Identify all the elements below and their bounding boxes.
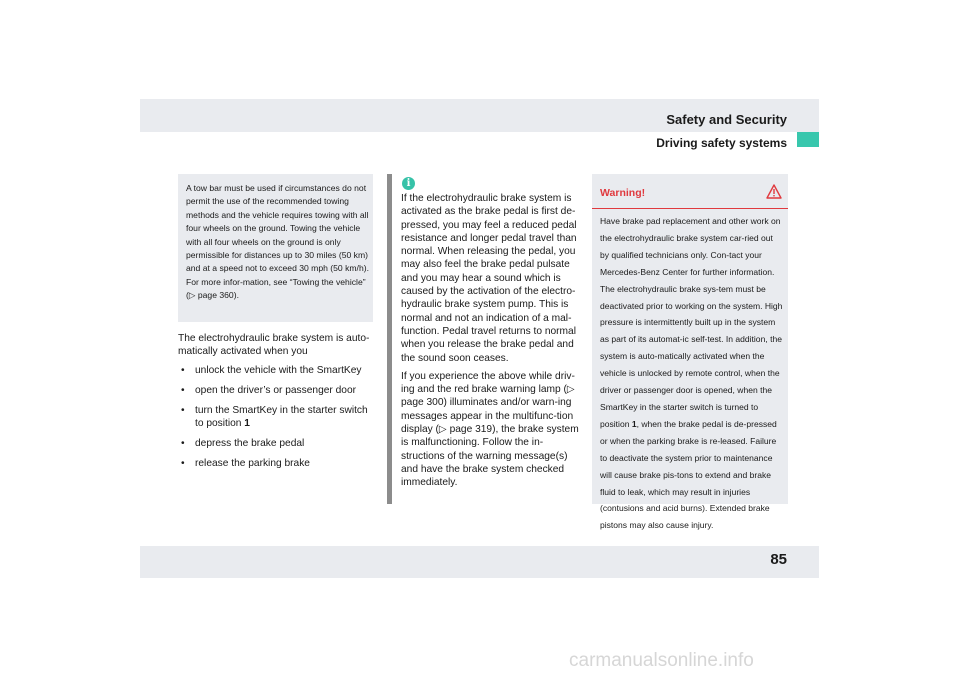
towing-note-page-ref: (▷ page 360).	[186, 290, 239, 301]
warning-text: Have brake pad replacement and other work on the electrohydraulic brake system car-ried out by qualified technicians only. Con-tact your Mercedes-Benz Center for further information. The electrohydraulic brake sys-tem must be deactivated prior to working on the system. High pressure is intermittently built up in the system as part of its automat-ic self-test. In addition, the system is auto-matically activated when the vehicle is unlocked by remote control, when the driver or passenger door is opened, when the SmartKey in the starter switch is turned to position 1, when the brake pedal is de-pressed or when the parking brake is re-leased. Failure to deactivate the system prior to maintenance will cause brake pis-tons to extend and brake fluid to leak, which may result in injuries (contusions and acid burns). Extended brake pistons may also cause injury.	[600, 216, 783, 531]
list-item: • unlock the vehicle with the SmartKey	[181, 364, 362, 376]
bullet-icon: •	[181, 384, 185, 396]
towing-note-text: A tow bar must be used if circumstances do not permit the use of the recommended towing methods and the vehicle requires towing with all four wheels on the ground. Towing the vehicle with all four wheels on the ground is only permissible for distances up to 30 miles (50 km) and at a speed not to exceed 30 mph (50 km/h). For more infor-mation, see “Towing the vehicle”	[186, 183, 369, 287]
bullet-icon: •	[181, 364, 185, 376]
section-marker	[797, 132, 819, 147]
list-item: • depress the brake pedal	[181, 438, 305, 450]
left-intro: The electrohydraulic brake system is auto-matically activated when you	[178, 333, 370, 358]
info-paragraph-2: If you experience the above while driv-ing and the red brake warning lamp (▷ page 300) illuminates and/or warn-ing messages appear in the multifunc-tion display (▷ page 319), the brake system is malfunctioning. Follow the in-structions of the warning message(s) and have the brake system checked immediately.	[401, 370, 579, 489]
bullet-icon: •	[181, 458, 185, 470]
position-value: 1	[244, 418, 250, 430]
page-number: 85	[770, 551, 787, 568]
warning-box	[592, 174, 788, 531]
warning-position-value: 1	[631, 418, 637, 429]
watermark: carmanualsonline.info	[569, 650, 754, 671]
info-column	[401, 192, 584, 495]
warning-header	[592, 174, 788, 209]
list-item: • turn the SmartKey in the starter switch to position 1	[181, 404, 368, 430]
warning-triangle-icon	[766, 184, 782, 199]
list-item: • release the parking brake	[181, 458, 310, 470]
info-paragraph-1: If the electrohydraulic brake system is activated as the brake pedal is first de-pressed, you may feel a reduced pedal resistance and longer pedal travel than normal. When releasing the pedal, you may also feel the brake pedal pulsate and you may hear a sound which is caused by the activation of the electro-hydraulic brake system pump. This is normal and not an indication of a mal-function. Pedal travel returns to normal when you release the brake pedal and the sound soon ceases.	[401, 193, 577, 364]
bullet-icon: •	[181, 404, 185, 416]
info-icon: i	[402, 177, 415, 190]
bullet-icon: •	[181, 438, 185, 450]
section-subtitle: Driving safety systems	[656, 136, 787, 150]
activation-list	[178, 364, 378, 471]
list-item: • open the driver’s or passenger door	[181, 384, 357, 396]
footer-band	[140, 546, 819, 578]
section-title: Safety and Security	[666, 112, 787, 127]
info-bar	[387, 174, 392, 504]
left-column	[178, 332, 378, 477]
warning-title: Warning!	[600, 187, 646, 199]
towing-note	[178, 174, 373, 322]
